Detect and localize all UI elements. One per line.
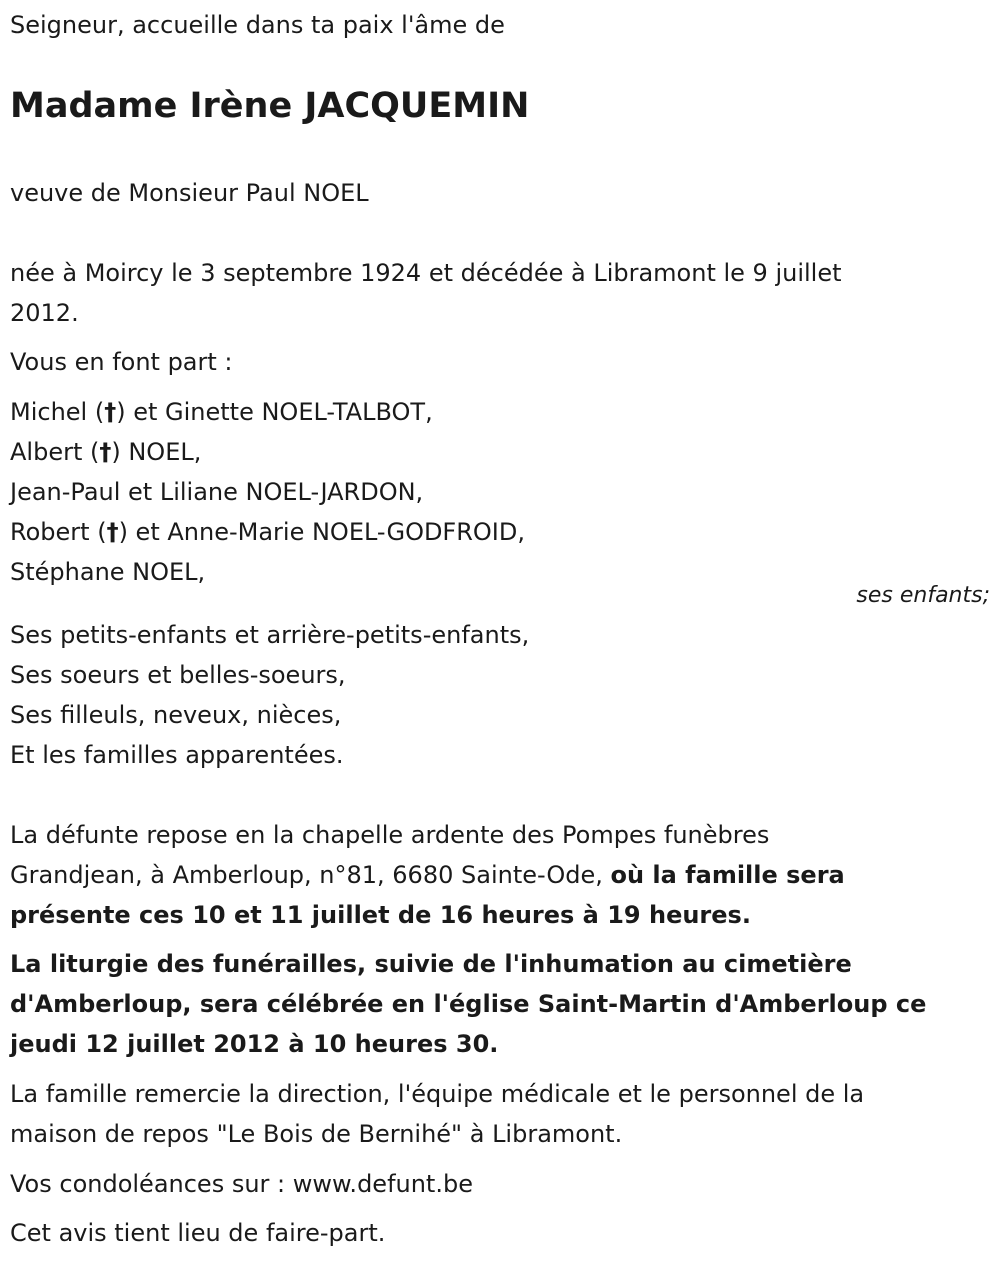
deceased-name: Madame Irène JACQUEMIN — [10, 86, 530, 126]
rest-line-2: Grandjean, à Amberloup, n°81, 6680 Sainte-Ode, où la famille sera — [10, 861, 845, 889]
liturgy-line-2: d'Amberloup, sera célébrée en l'église Saint-Martin d'Amberloup ce — [10, 990, 927, 1018]
thanks-line-1: La famille remercie la direction, l'équipe médicale et le personnel de la — [10, 1080, 865, 1108]
liturgy-line-1: La liturgie des funérailles, suivie de l'inhumation au cimetière — [10, 950, 852, 978]
birth-death-line-2: 2012. — [10, 299, 79, 327]
closing-text: Cet avis tient lieu de faire-part. — [10, 1219, 386, 1247]
intro-text: Seigneur, accueille dans ta paix l'âme de — [10, 11, 505, 39]
child-line-3: Jean-Paul et Liliane NOEL-JARDON, — [10, 478, 424, 506]
thanks-line-2: maison de repos "Le Bois de Bernihé" à Libramont. — [10, 1120, 623, 1148]
family-line-4: Et les familles apparentées. — [10, 741, 344, 769]
child-line-1: Michel (†) et Ginette NOEL-TALBOT, — [10, 398, 433, 426]
rest-line-1: La défunte repose en la chapelle ardente des Pompes funèbres — [10, 821, 770, 849]
cross-icon: † — [104, 398, 117, 426]
announce-text: Vous en font part : — [10, 348, 233, 376]
cross-icon: † — [99, 438, 112, 466]
family-line-2: Ses soeurs et belles-soeurs, — [10, 661, 346, 689]
child-line-4: Robert (†) et Anne-Marie NOEL-GODFROID, — [10, 518, 525, 546]
child-line-5: Stéphane NOEL, — [10, 558, 206, 586]
cross-icon: † — [106, 518, 119, 546]
liturgy-line-3: jeudi 12 juillet 2012 à 10 heures 30. — [10, 1030, 499, 1058]
rest-line-3: présente ces 10 et 11 juillet de 16 heures à 19 heures. — [10, 901, 751, 929]
family-line-3: Ses filleuls, neveux, nièces, — [10, 701, 342, 729]
children-label: ses enfants; — [856, 583, 990, 608]
widow-text: veuve de Monsieur Paul NOEL — [10, 179, 369, 207]
birth-death-line-1: née à Moircy le 3 septembre 1924 et décédée à Libramont le 9 juillet — [10, 259, 842, 287]
condolences-text: Vos condoléances sur : www.defunt.be — [10, 1170, 473, 1198]
child-line-2: Albert (†) NOEL, — [10, 438, 202, 466]
family-line-1: Ses petits-enfants et arrière-petits-enfants, — [10, 621, 530, 649]
